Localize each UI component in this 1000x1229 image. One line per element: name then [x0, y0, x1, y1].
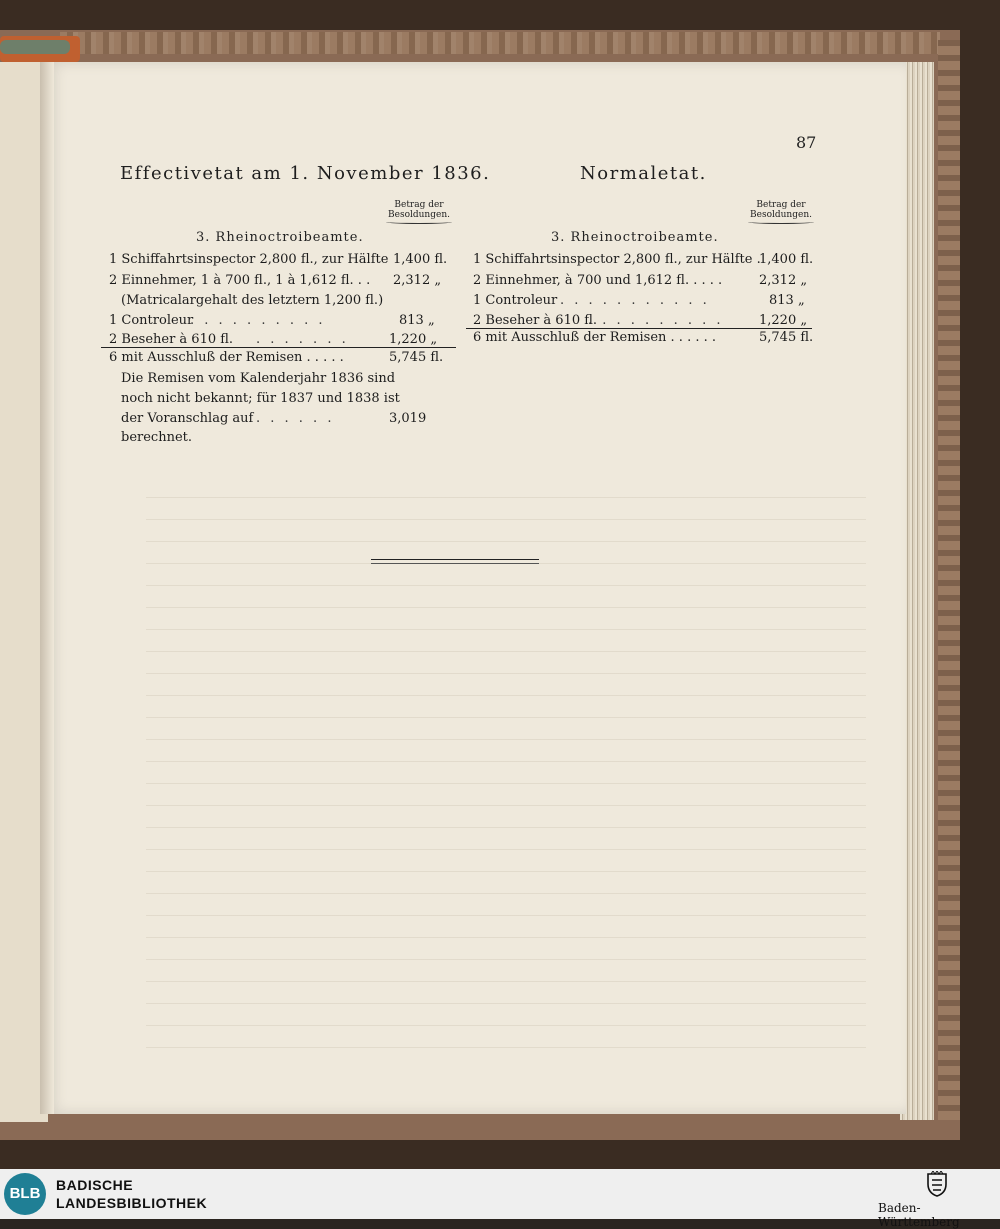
- right-column-header-line2: Besoldungen.: [750, 210, 812, 220]
- right-row-text: 1 Schiffahrtsinspector 2,800 fl., zur Hälfte .: [473, 252, 761, 267]
- section-divider: [371, 559, 539, 560]
- left-note-line: noch nicht bekannt; für 1837 und 1838 ist: [121, 391, 400, 406]
- right-row-amount: 813 „: [769, 293, 805, 308]
- blb-logo[interactable]: BLB: [4, 1173, 46, 1215]
- bleed-through-text: [146, 482, 866, 1062]
- left-column-header: [386, 200, 452, 224]
- library-name-line2: LANDESBIBLIOTHEK: [56, 1195, 208, 1211]
- left-row-amount: 1,220 „: [389, 332, 438, 347]
- cover-edge-top: [60, 32, 940, 54]
- left-row-amount: 813 „: [399, 313, 435, 328]
- sum-rule: [101, 347, 456, 348]
- left-row-text: (Matricalargehalt des letztern 1,200 fl.): [121, 293, 384, 308]
- left-row-amount: 1,400 fl.: [393, 252, 448, 267]
- right-column-header: [748, 200, 814, 224]
- left-row-text: 1 Controleur: [109, 313, 194, 328]
- page-gutter: [40, 62, 54, 1114]
- left-section-title: 3. Rheinoctroibeamte.: [196, 230, 364, 245]
- coat-of-arms-icon: [926, 1171, 948, 1197]
- left-row-text: 1 Schiffahrtsinspector 2,800 fl., zur Hälfte: [109, 252, 389, 267]
- right-heading: Normaletat.: [580, 163, 707, 184]
- left-column-header-line2: Besoldungen.: [388, 210, 450, 220]
- left-row-amount: 5,745 fl.: [389, 350, 444, 365]
- right-row-amount: 5,745 fl.: [759, 330, 814, 345]
- left-row-text: 2 Einnehmer, 1 à 700 fl., 1 à 1,612 fl. . .: [109, 273, 371, 288]
- right-row-text: 1 Controleur: [473, 293, 558, 308]
- leader-dots: . . . . . . . . . .: [190, 313, 326, 328]
- section-divider: [371, 563, 539, 564]
- right-row-text: 2 Einnehmer, à 700 und 1,612 fl. . . . .: [473, 273, 723, 288]
- right-section-title: 3. Rheinoctroibeamte.: [551, 230, 719, 245]
- page-number: 87: [796, 133, 817, 152]
- left-row-text: 2 Beseher à 610 fl.: [109, 332, 234, 347]
- left-note-line: Die Remisen vom Kalenderjahr 1836 sind: [121, 371, 396, 386]
- footer-bar: [0, 1169, 1000, 1229]
- right-row-text: 2 Beseher à 610 fl.: [473, 313, 598, 328]
- sum-rule: [466, 328, 812, 329]
- cover-edge-right: [938, 40, 960, 1120]
- left-row-amount: 2,312 „: [393, 273, 442, 288]
- right-row-amount: 2,312 „: [759, 273, 808, 288]
- right-column-header-line1: Betrag der: [756, 200, 806, 210]
- leader-dots: . . . . . . . . . . .: [560, 293, 710, 308]
- left-row-text: 6 mit Ausschluß der Remisen . . . . .: [109, 350, 344, 365]
- bookmark-ribbon: [0, 40, 70, 54]
- right-row-text: 6 mit Ausschluß der Remisen . . . . . .: [473, 330, 717, 345]
- left-note-amount: 3,019: [389, 411, 427, 426]
- leader-dots: . . . . . . . . . .: [588, 313, 724, 328]
- left-heading: Effectivetat am 1. November 1836.: [120, 163, 491, 184]
- right-row-amount: 1,400 fl.: [759, 252, 814, 267]
- leader-dots: . . . . . .: [256, 411, 335, 426]
- left-note-line: berechnet.: [121, 430, 192, 445]
- state-label: Baden-Württemberg: [878, 1201, 960, 1229]
- left-column-header-line1: Betrag der: [394, 200, 444, 210]
- leader-dots: . . . . . . .: [256, 332, 349, 347]
- left-note-line: der Voranschlag auf: [121, 411, 254, 426]
- right-row-amount: 1,220 „: [759, 313, 808, 328]
- library-name-line1: BADISCHE: [56, 1177, 134, 1193]
